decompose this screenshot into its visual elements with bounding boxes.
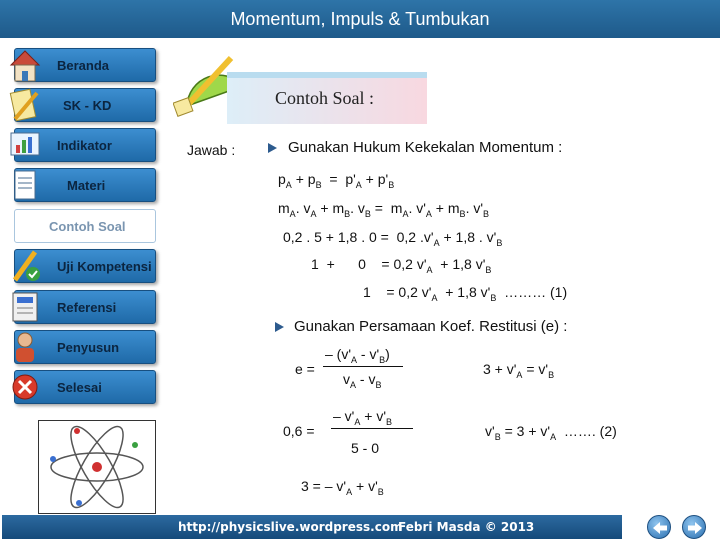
footer-url[interactable]: http://physicslive.wordpress.com [178,520,403,534]
fraction-line [323,366,403,367]
main-content [165,38,720,515]
document-page-icon [7,287,43,327]
eq-momentum-1: $p_A + p_B = p'_A + p'_B$ [278,171,395,190]
eq-3-result: 3 = – $v'_A + v'_B$ [301,478,384,497]
sidebar-item-penyusun[interactable] [14,330,156,364]
eq-momentum-5: 1 = 0,2 $v'_A + 1,8$ $v'_B$ ……… (1) [363,284,568,303]
eq-momentum-3: 0,2 . 5 + 1,8 . 0 = 0,2 $.v'_A + 1,8$ . $v'_B$ [283,229,503,248]
atom-illustration [38,420,156,514]
sidebar-item-sk-kd[interactable] [14,88,156,122]
sidebar-item-label: Selesai [57,380,102,395]
sidebar-item-label: Indikator [57,138,112,153]
eq-06-numerator: – $v'_A + v'_B$ [333,408,393,427]
fraction-line [331,428,413,429]
sidebar-item-label: Penyusun [57,340,120,355]
footer [0,515,720,540]
arrow-left-icon [651,519,669,537]
eq-e-numerator: – $(v'_A - v'_B)$ [325,346,390,365]
eq-va-vb: $3 + v'_A = v'_B$ [483,361,555,380]
document-icon [7,165,43,205]
eq-momentum-4: 1 + 0 = 0,2 $v'_A + 1,8$ $v'_B$ [311,256,492,275]
sidebar-nav [0,38,165,410]
eq-e-denominator: $v_A - v_B$ [343,371,382,390]
pencil-paper-icon [7,85,43,125]
sidebar-item-label: Materi [67,178,106,193]
close-icon [7,367,43,407]
footer-author: Febri Masda © 2013 [398,520,535,534]
sidebar-item-referensi[interactable] [14,290,156,324]
page-title: Contoh Soal : [275,88,375,108]
prev-button[interactable] [647,515,671,539]
eq-06-denominator: 5 - 0 [351,440,380,456]
person-icon [7,327,43,367]
eq-momentum-2: $m_A$. $v_A + m_B$. $v_B = m_A$. $v'_A + m_B$. $v'_B$ [278,200,490,219]
bullet-icon [275,322,284,332]
bullet-restitusi: Gunakan Persamaan Koef. Restitusi (e) : [294,318,568,335]
bullet-icon [268,143,277,153]
sidebar-item-label: Contoh Soal [49,219,126,234]
next-button[interactable] [682,515,706,539]
eq-e-label: e = [295,361,315,377]
jawab-label: Jawab : [187,142,236,158]
house-icon [7,45,43,85]
sidebar-item-beranda[interactable] [14,48,156,82]
sidebar-item-label: Uji Kompetensi [57,259,152,274]
sidebar-item-uji-kompetensi[interactable] [14,249,156,283]
sidebar-item-indikator[interactable] [14,128,156,162]
pencil-check-icon [7,246,43,286]
window-title: Momentum, Impuls & Tumbukan [0,0,720,38]
bullet-momentum: Gunakan Hukum Kekekalan Momentum : [288,139,563,156]
eq-06-label: 0,6 = [283,423,315,439]
sidebar-item-label: Referensi [57,300,117,315]
eq-vb-result: $v'_B = 3 + v'_A$ ……. (2) [485,423,617,442]
arrow-right-icon [686,519,704,537]
sidebar-item-contoh-soal[interactable] [14,209,156,243]
sidebar-item-materi[interactable] [14,168,156,202]
sidebar-item-label: SK - KD [63,98,112,113]
sidebar-item-label: Beranda [57,58,110,73]
sidebar-item-selesai[interactable] [14,370,156,404]
chart-board-icon [7,125,43,165]
